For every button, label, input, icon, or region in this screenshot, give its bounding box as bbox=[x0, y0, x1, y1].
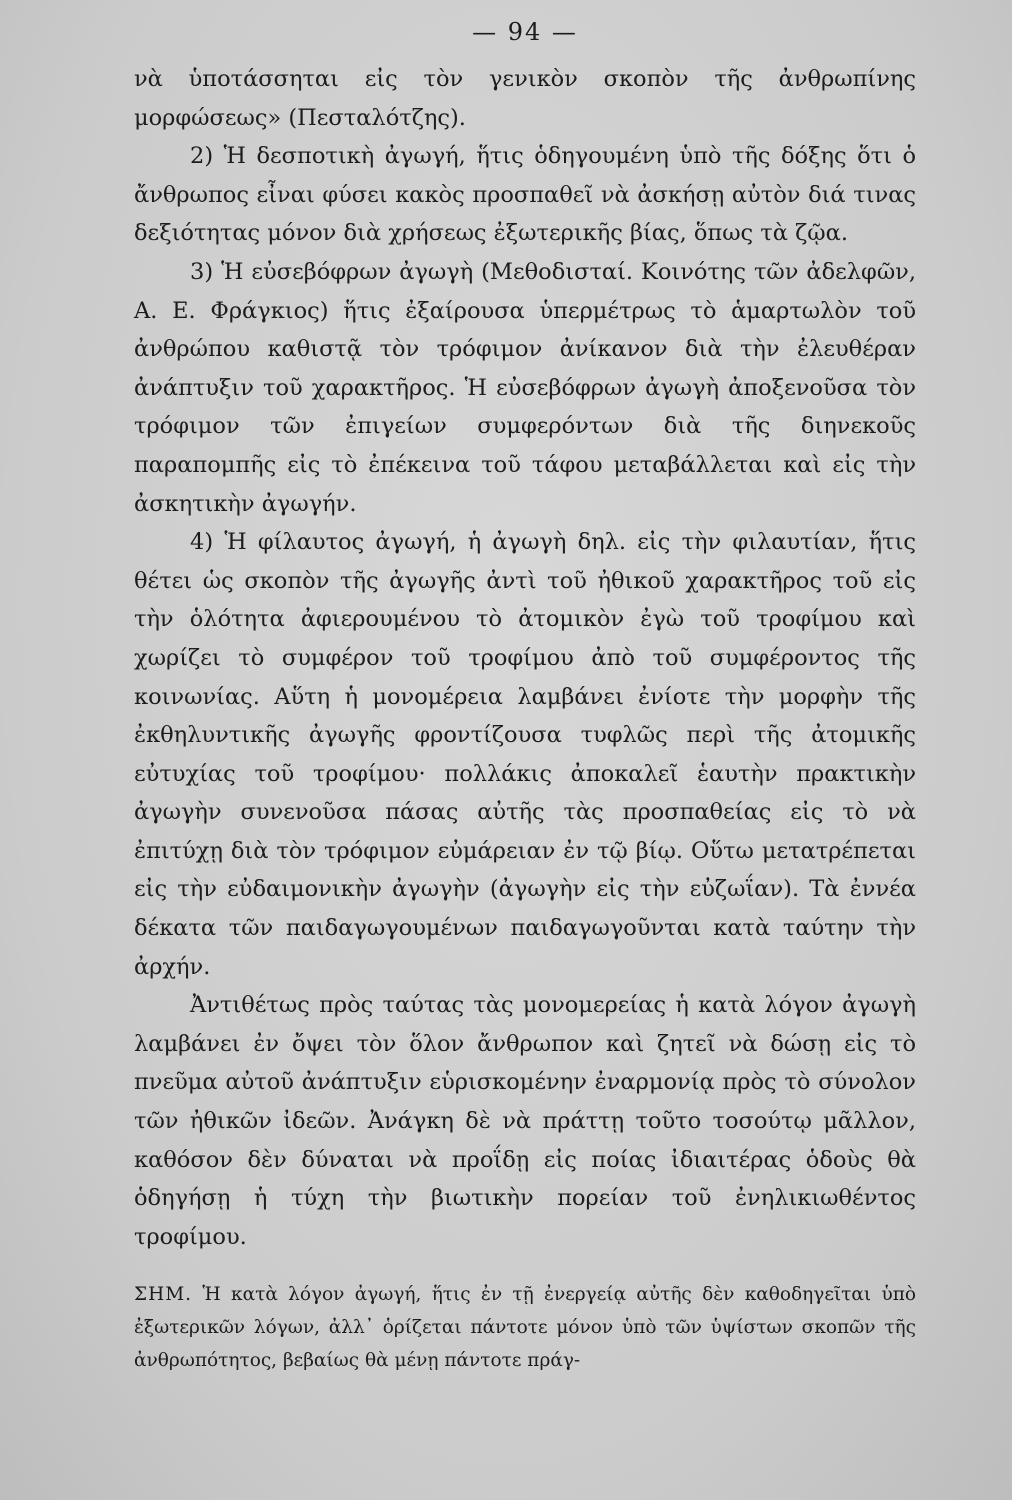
paragraph-despotic-education: 2) Ἡ δεσποτικὴ ἀγωγή, ἥτις ὁδηγουμένη ὑπὸ τῆς δόξης ὅτι ὁ ἄνθρωπος εἶναι φύσει κακὸς προσπαθεῖ νὰ ἀσκήσῃ αὐτὸν διά τινας δεξιότητας μόνον διὰ χρήσεως ἐξωτερικῆς βίας, ὅπως τὰ ζῷα. bbox=[134, 143, 916, 247]
body-text bbox=[134, 60, 916, 1256]
paragraph-continuation: νὰ ὑποτάσσηται εἰς τὸν γενικὸν σκοπὸν τῆς ἀνθρωπίνης μορφώσεως» (Πεσταλότζης). bbox=[134, 66, 916, 131]
footnote-paragraph bbox=[134, 1278, 916, 1377]
paragraph-rational-education: Ἀντιθέτως πρὸς ταύτας τὰς μονομερείας ἡ κατὰ λόγον ἀγωγὴ λαμβάνει ἐν ὄψει τὸν ὅλον ἄνθρωπον καὶ ζητεῖ νὰ δώσῃ εἰς τὸ πνεῦμα αὐτοῦ ἀνάπτυξιν εὑρισκομένην ἐναρμονίᾳ πρὸς τὸ σύνολον τῶν ἠθικῶν ἰδεῶν. Ἀνάγκη δὲ νὰ πράττῃ τοῦτο τοσούτῳ μᾶλλον, καθόσον δὲν δύναται νὰ προΐδῃ εἰς ποίας ἰδιαιτέρας ὁδοὺς θὰ ὁδηγήσῃ ἡ τύχη τὴν βιωτικὴν πορείαν τοῦ ἐνηλικιωθέντος τροφίμου. bbox=[134, 992, 916, 1250]
paragraph-selfish-education: 4) Ἡ φίλαυτος ἀγωγή, ἡ ἀγωγὴ δηλ. εἰς τὴν φιλαυτίαν, ἥτις θέτει ὡς σκοπὸν τῆς ἀγωγῆς ἀντὶ τοῦ ἠθικοῦ χαρακτῆρος τοῦ εἰς τὴν ὁλότητα ἀφιερουμένου τὸ ἀτομικὸν ἐγὼ τοῦ τροφίμου καὶ χωρίζει τὸ συμφέρον τοῦ τροφίμου ἀπὸ τοῦ συμφέροντος τῆς κοινωνίας. Αὕτη ἡ μονομέρεια λαμβάνει ἐνίοτε τὴν μορφὴν τῆς ἐκθηλυντικῆς ἀγωγῆς φροντίζουσα τυφλῶς περὶ τῆς ἀτομικῆς εὐτυχίας τοῦ τροφίμου· πολλάκις ἀποκαλεῖ ἑαυτὴν πρακτικὴν ἀγωγὴν συνενοῦσα πάσας αὐτῆς τὰς προσπαθείας εἰς τὸ νὰ ἐπιτύχῃ διὰ τὸν τρόφιμον εὐμάρειαν ἐν τῷ βίῳ. Οὕτω μετατρέπεται εἰς τὴν εὐδαιμονικὴν ἀγωγὴν (ἀγωγὴν εἰς τὴν εὐζωΐαν). Τὰ ἐννέα δέκατα τῶν παιδαγωγουμένων παιδαγωγοῦνται κατὰ ταύτην τὴν ἀρχήν. bbox=[134, 529, 916, 980]
footnote bbox=[134, 1278, 916, 1377]
paragraph-pious-education: 3) Ἡ εὐσεβόφρων ἀγωγὴ (Μεθοδισταί. Κοινότης τῶν ἀδελφῶν, Α. Ε. Φράγκιος) ἥτις ἐξαίρουσα ὑπερμέτρως τὸ ἁμαρτωλὸν τοῦ ἀνθρώπου καθιστᾷ τὸν τρόφιμον ἀνίκανον διὰ τὴν ἐλευθέραν ἀνάπτυξιν τοῦ χαρακτῆρος. Ἡ εὐσεβόφρων ἀγωγὴ ἀποξενοῦσα τὸν τρόφιμον τῶν ἐπιγείων συμφερόντων διὰ τῆς διηνεκοῦς παραπομπῆς εἰς τὸ ἐπέκεινα τοῦ τάφου μεταβάλλεται καὶ εἰς τὴν ἀσκητικὴν ἀγωγήν. bbox=[134, 258, 916, 517]
page-number: — 94 — bbox=[472, 18, 578, 46]
footnote-label: ΣΗΜ. bbox=[134, 1284, 193, 1306]
footnote-text: Ἡ κατὰ λόγον ἀγωγή, ἥτις ἐν τῇ ἐνεργείᾳ αὐτῆς δὲν καθοδηγεῖται ὑπὸ ἐξωτερικῶν λόγων, ἀλλ᾿ ὁρίζεται πάντοτε μόνον ὑπὸ τῶν ὑψίστων σκοπῶν τῆς ἀνθρωπότητος, βεβαίως θὰ μένῃ πάντοτε πράγ- bbox=[134, 1284, 916, 1372]
